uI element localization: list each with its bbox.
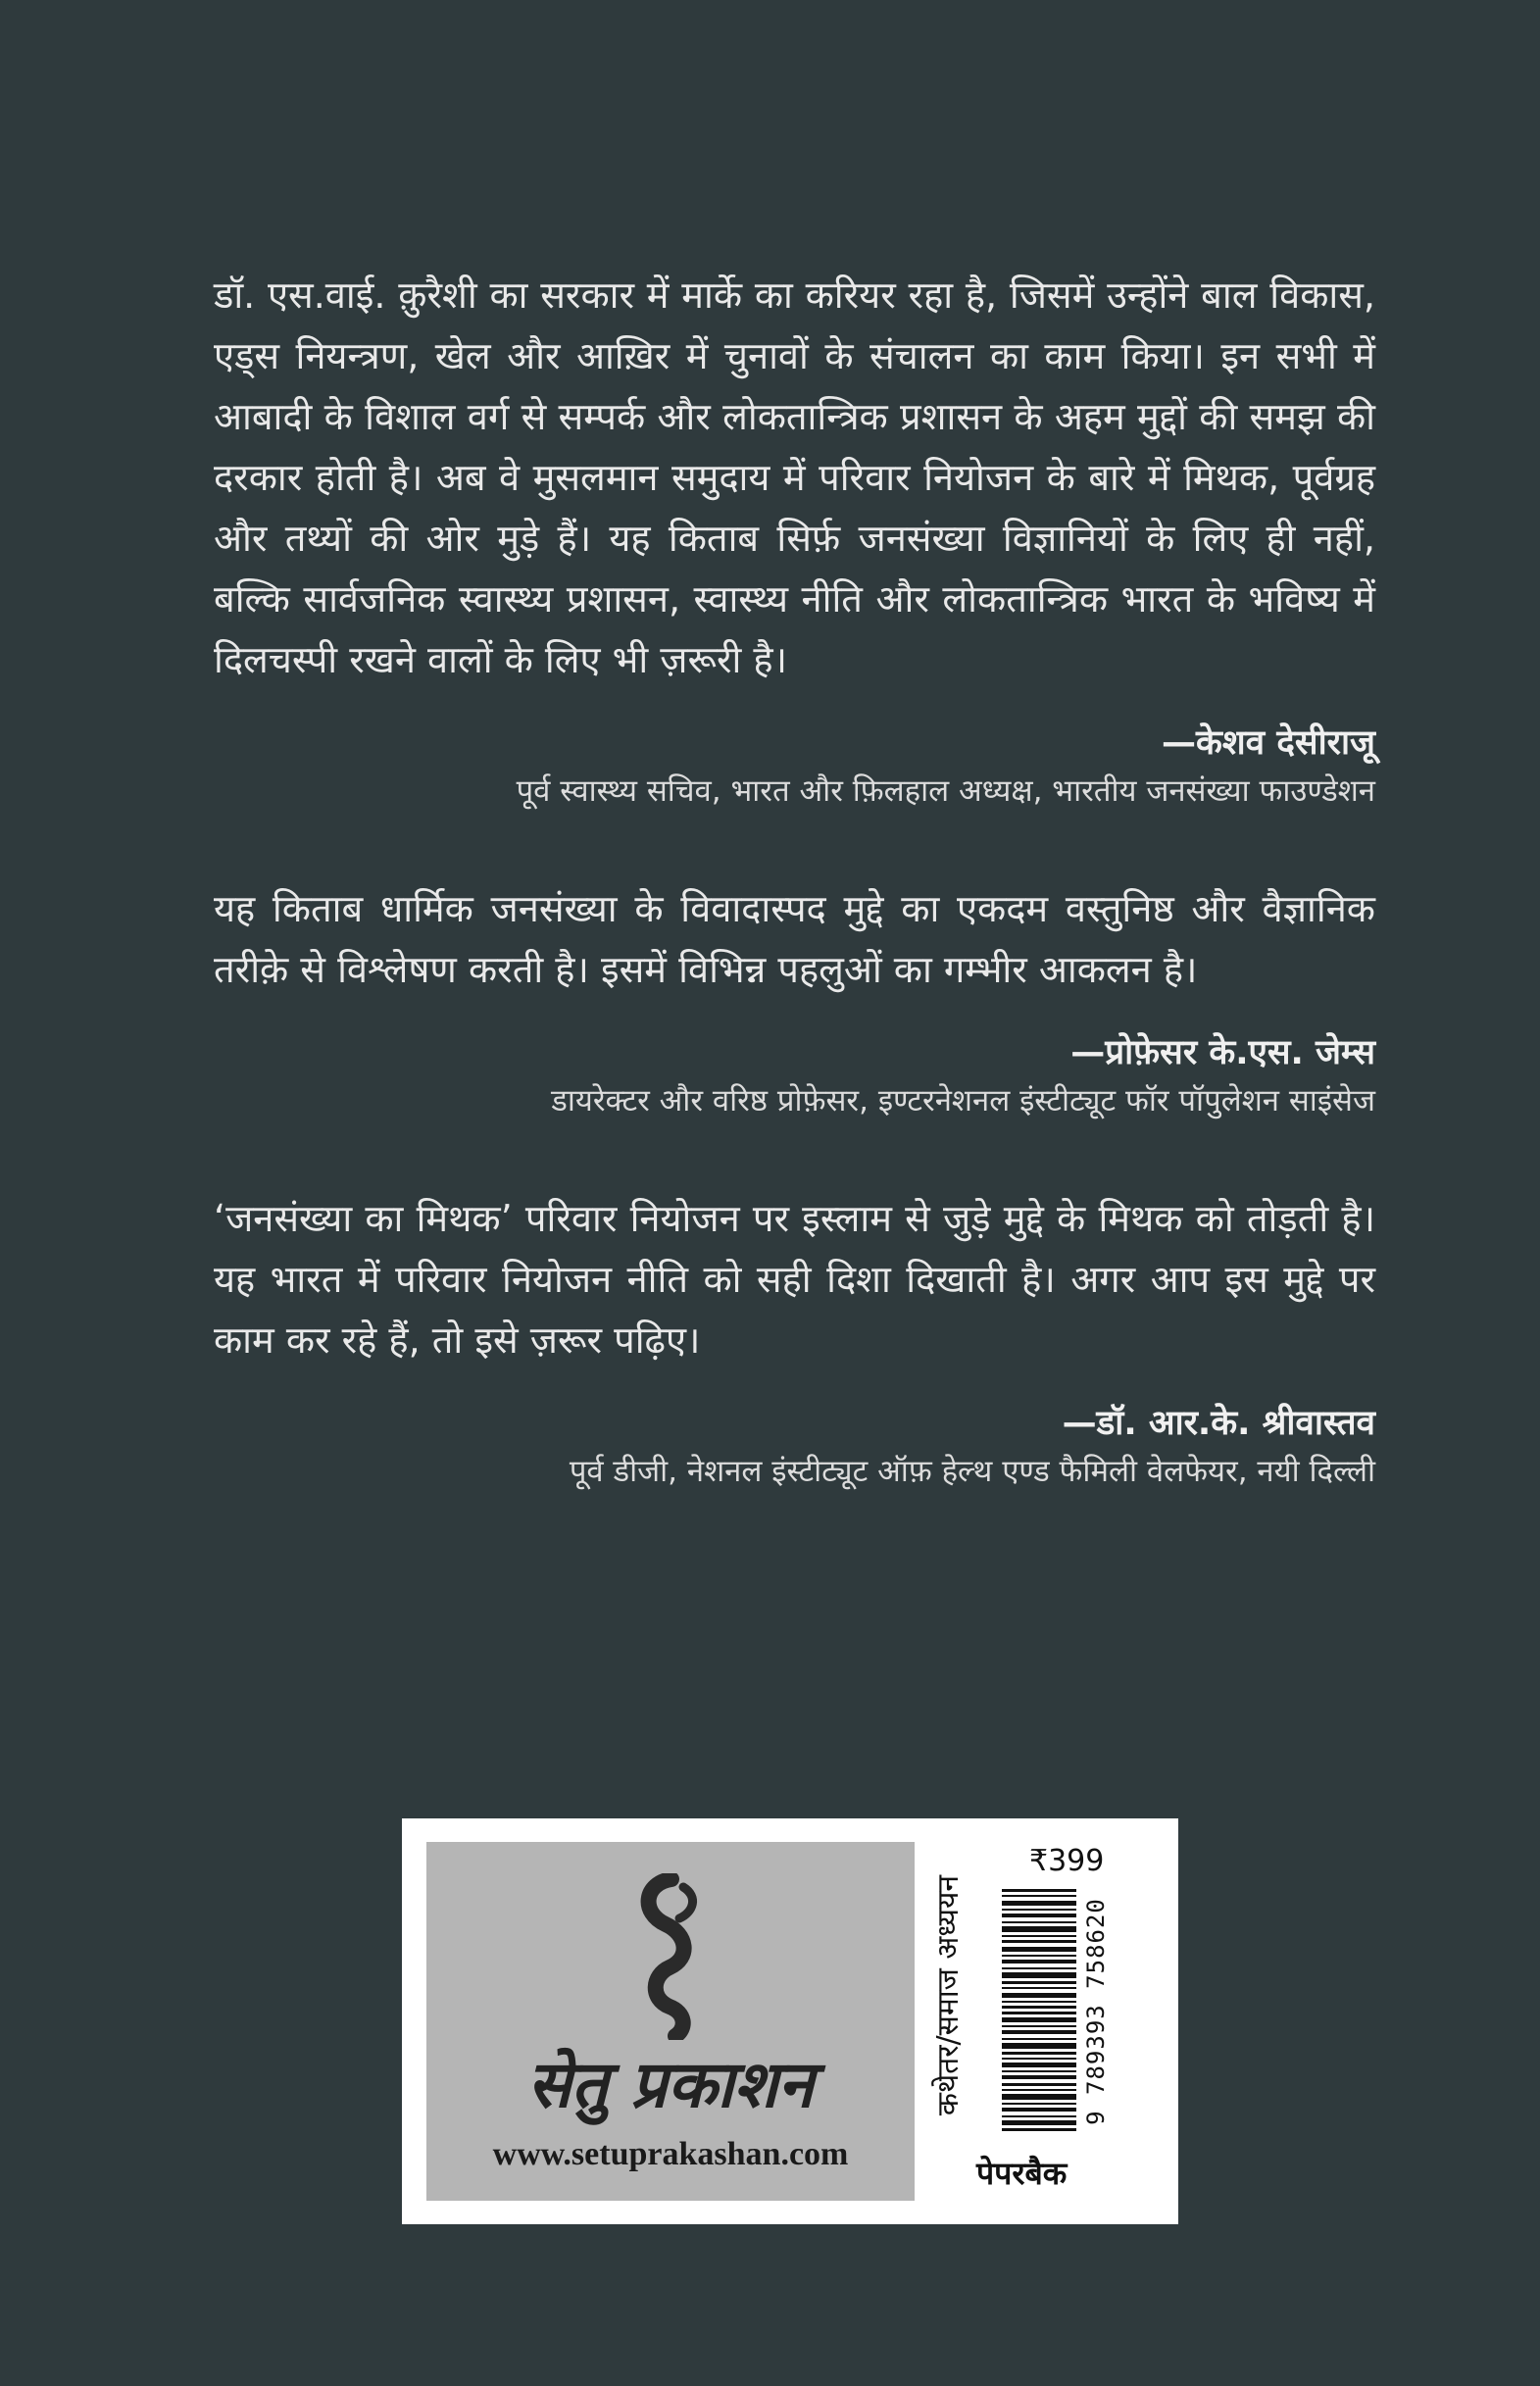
publisher-name: सेतु प्रकाशन <box>526 2046 815 2122</box>
barcode-icon <box>1002 1889 1076 2134</box>
blurb-author: —प्रोफ़ेसर के.एस. जेम्स <box>1070 1033 1375 1072</box>
blurb-attribution <box>214 1398 1375 1494</box>
blurb-2 <box>214 878 1375 1123</box>
blurb-text: ‘जनसंख्या का मिथक’ परिवार नियोजन पर इस्लाम से जुड़े मुद्दे के मिथक को तोड़ती है। यह भारत में परिवार नियोजन नीति को सही दिशा दिखाती है। अगर आप इस मुद्दे पर काम कर रहे हैं, तो इसे ज़रूर पढ़िए। <box>214 1197 1375 1362</box>
setu-logo-icon <box>622 1873 720 2040</box>
book-category: कथेतर/समाज अध्ययन <box>931 1874 967 2115</box>
book-price: ₹399 <box>1029 1844 1105 1878</box>
publisher-logo-area <box>426 1842 915 2201</box>
publisher-website: www.setuprakashan.com <box>492 2136 849 2172</box>
blurb-author-role: पूर्व डीजी, नेशनल इंस्टीट्यूट ऑफ़ हेल्थ एण्ड फैमिली वेलफेयर, नयी दिल्ली <box>569 1454 1375 1489</box>
isbn-number: 9 789393 758620 <box>1082 1898 1110 2125</box>
blurb-attribution <box>214 718 1375 814</box>
publisher-label <box>402 1818 1178 2224</box>
blurb-1 <box>214 265 1375 814</box>
blurb-text: यह किताब धार्मिक जनसंख्या के विवादास्पद मुद्दे का एकदम वस्तुनिष्ठ और वैज्ञानिक तरीक़े से विश्लेषण करती है। इसमें विभिन्न पहलुओं का गम्भीर आकलन है। <box>214 887 1375 991</box>
blurb-author: —केशव देसीराजू <box>1162 723 1375 763</box>
blurb-attribution <box>214 1027 1375 1123</box>
blurb-author-role: पूर्व स्वास्थ्य सचिव, भारत और फ़िलहाल अध्यक्ष, भारतीय जनसंख्या फाउण्डेशन <box>516 773 1375 809</box>
blurb-author: —डॉ. आर.के. श्रीवास्तव <box>1062 1404 1375 1443</box>
blurb-author-role: डायरेक्टर और वरिष्ठ प्रोफ़ेसर, इण्टरनेशनल इंस्टीट्यूट फॉर पॉपुलेशन साइंसेज <box>551 1083 1375 1118</box>
blurb-text: डॉ. एस.वाई. क़ुरैशी का सरकार में मार्के का करियर रहा है, जिसमें उन्होंने बाल विकास, एड्स नियन्त्रण, खेल और आख़िर में चुनावों के संचालन का काम किया। इन सभी में आबादी के विशाल वर्ग से सम्पर्क और लोकतान्त्रिक प्रशासन के अहम मुद्दों की समझ की दरकार होती है। अब वे मुसलमान समुदाय में परिवार नियोजन के बारे में मिथक, पूर्वग्रह और तथ्यों की ओर मुड़े हैं। यह किताब सिर्फ़ जनसंख्या विज्ञानियों के लिए ही नहीं, बल्कि सार्वजनिक स्वास्थ्य प्रशासन, स्वास्थ्य नीति और लोकतान्त्रिक भारत के भविष्य में दिलचस्पी रखने वालों के लिए भी ज़रूरी है। <box>214 273 1375 681</box>
blurb-3 <box>214 1188 1375 1494</box>
blurbs-section <box>214 265 1375 1559</box>
book-format: पेपरबैक <box>976 2155 1068 2192</box>
